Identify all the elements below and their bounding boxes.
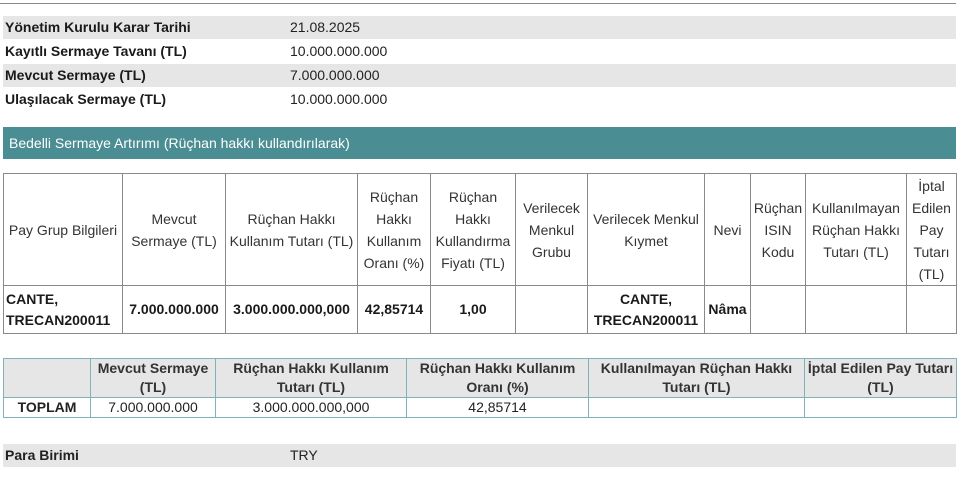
- info-row-karar-tarihi: [3, 16, 956, 39]
- totals-table: [3, 358, 957, 418]
- header-menkul-grubu: Verilecek Menkul Grubu: [516, 174, 588, 286]
- header-menkul-kiymet: Verilecek Menkul Kıymet: [588, 174, 705, 286]
- info-value: 10.000.000.000: [290, 43, 388, 59]
- detail-table: [3, 173, 957, 334]
- totals-cell-ruchan-oran: 42,85714: [407, 398, 589, 418]
- totals-header-blank: [4, 359, 91, 398]
- info-label: Yönetim Kurulu Karar Tarihi: [5, 19, 191, 35]
- info-row-mevcut-sermaye: [3, 64, 956, 87]
- totals-header-mevcut: Mevcut Sermaye (TL): [91, 359, 216, 398]
- cell-iptal: [907, 286, 957, 334]
- info-label: Mevcut Sermaye (TL): [5, 67, 146, 83]
- cell-ruchan-tutar: 3.000.000.000,000: [226, 286, 358, 334]
- cell-menkul-grubu: [516, 286, 588, 334]
- header-isin: Rüçhan ISIN Kodu: [751, 174, 806, 286]
- header-kullanilmayan: Kullanılmayan Rüçhan Hakkı Tutarı (TL): [806, 174, 907, 286]
- totals-cell-iptal: [805, 398, 957, 418]
- cell-isin: [751, 286, 806, 334]
- info-row-kayitli-sermaye: [3, 40, 956, 63]
- info-label: Ulaşılacak Sermaye (TL): [5, 91, 167, 107]
- totals-header-iptal: İptal Edilen Pay Tutarı (TL): [805, 359, 957, 398]
- currency-row: [3, 444, 956, 467]
- currency-label: Para Birimi: [5, 447, 79, 463]
- info-value: 7.000.000.000: [290, 67, 380, 83]
- totals-cell-mevcut: 7.000.000.000: [91, 398, 216, 418]
- cell-ruchan-oran: 42,85714: [358, 286, 431, 334]
- info-value: 21.08.2025: [290, 19, 361, 35]
- totals-cell-kullanilmayan: [589, 398, 805, 418]
- section-title: Bedelli Sermaye Artırımı (Rüçhan hakkı kullandırılarak): [9, 135, 350, 151]
- totals-header-kullanilmayan: Kullanılmayan Rüçhan Hakkı Tutarı (TL): [589, 359, 805, 398]
- cell-fiyat: 1,00: [431, 286, 516, 334]
- header-ruchan-oran: Rüçhan Hakkı Kullanım Oranı (%): [358, 174, 431, 286]
- totals-header-ruchan-tutar: Rüçhan Hakkı Kullanım Tutarı (TL): [216, 359, 407, 398]
- detail-header-row: [4, 174, 957, 286]
- cell-kullanilmayan: [806, 286, 907, 334]
- totals-header-row: [4, 359, 957, 398]
- top-divider: [0, 3, 956, 4]
- info-value: 10.000.000.000: [290, 91, 388, 107]
- header-mevcut-sermaye: Mevcut Sermaye (TL): [123, 174, 226, 286]
- header-nevi: Nevi: [705, 174, 751, 286]
- header-fiyat: Rüçhan Hakkı Kullandırma Fiyatı (TL): [431, 174, 516, 286]
- cell-pay-grup: CANTE, TRECAN200011: [4, 286, 123, 334]
- detail-data-row: [4, 286, 957, 334]
- info-label: Kayıtlı Sermaye Tavanı (TL): [5, 43, 187, 59]
- header-iptal: İptal Edilen Pay Tutarı (TL): [907, 174, 957, 286]
- section-header-bar: [3, 127, 956, 159]
- info-row-ulasilacak-sermaye: [3, 88, 956, 111]
- header-pay-grup: Pay Grup Bilgileri: [4, 174, 123, 286]
- header-ruchan-tutar: Rüçhan Hakkı Kullanım Tutarı (TL): [226, 174, 358, 286]
- currency-value: TRY: [290, 447, 318, 463]
- cell-menkul-kiymet: CANTE, TRECAN200011: [588, 286, 705, 334]
- cell-nevi: Nâma: [705, 286, 751, 334]
- cell-mevcut-sermaye: 7.000.000.000: [123, 286, 226, 334]
- totals-row-label: TOPLAM: [4, 398, 91, 418]
- totals-header-ruchan-oran: Rüçhan Hakkı Kullanım Oranı (%): [407, 359, 589, 398]
- totals-data-row: [4, 398, 957, 418]
- totals-cell-ruchan-tutar: 3.000.000.000,000: [216, 398, 407, 418]
